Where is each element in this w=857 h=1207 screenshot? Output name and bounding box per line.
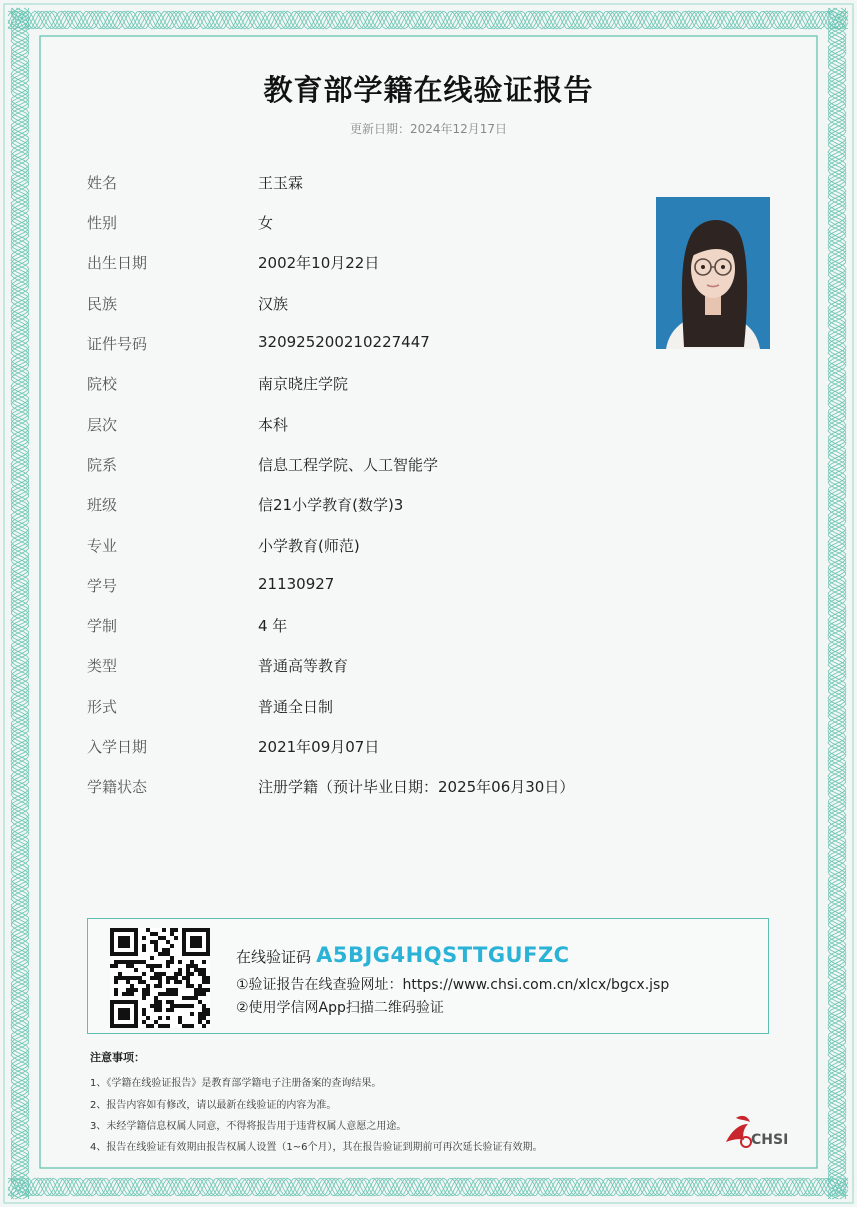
field-value: 2021年09月07日 <box>258 738 380 756</box>
field-value: 南京晓庄学院 <box>258 375 349 393</box>
portrait-image <box>656 197 770 349</box>
field-value: 本科 <box>258 416 289 434</box>
report-title: 教育部学籍在线验证报告 <box>263 73 594 107</box>
field-label: 学籍状态 <box>87 778 148 796</box>
field-label: 民族 <box>87 295 118 313</box>
note-item: 1、《学籍在线验证报告》是教育部学籍电子注册备案的查询结果。 <box>90 1078 382 1089</box>
field-row-type <box>87 655 687 679</box>
field-row-enrollment-date <box>87 736 687 760</box>
field-row-duration <box>87 615 687 639</box>
field-value: 21130927 <box>258 575 335 593</box>
field-label: 性别 <box>87 214 118 232</box>
field-row-id-number <box>87 333 687 357</box>
field-value: 4 年 <box>258 617 288 635</box>
field-row-level <box>87 414 687 438</box>
field-row-major <box>87 535 687 559</box>
note-item: 3、未经学籍信息权属人同意，不得将报告用于违背权属人意愿之用途。 <box>90 1121 407 1132</box>
field-value: 信息工程学院、人工智能学 <box>258 456 439 474</box>
notes-title: 注意事项： <box>90 1051 145 1064</box>
field-row-ethnicity <box>87 293 687 317</box>
field-label: 院系 <box>87 456 118 474</box>
field-row-student-number <box>87 575 687 599</box>
field-value: 注册学籍（预计毕业日期：2025年06月30日） <box>258 778 575 796</box>
field-label: 院校 <box>87 375 118 393</box>
field-label: 专业 <box>87 537 118 555</box>
field-row-gender <box>87 212 687 236</box>
verification-code[interactable]: A5BJG4HQSTTGUFZC <box>316 943 570 967</box>
verification-code-line <box>236 943 570 967</box>
student-photo <box>656 197 770 349</box>
note-item: 2、报告内容如有修改，请以最新在线验证的内容为准。 <box>90 1100 337 1111</box>
field-label: 姓名 <box>87 174 118 192</box>
field-row-birthdate <box>87 252 687 276</box>
verification-code-label: 在线验证码 <box>236 948 312 966</box>
note-item: 4、报告在线验证有效期由报告权属人设置（1~6个月），其在报告验证到期前可再次延长验证有效期。 <box>90 1142 543 1153</box>
verify-app-line: ②使用学信网App扫描二维码验证 <box>236 1000 444 1016</box>
field-value: 2002年10月22日 <box>258 254 380 272</box>
field-label: 层次 <box>87 416 118 434</box>
field-label: 类型 <box>87 657 118 675</box>
field-value: 王玉霖 <box>258 174 304 192</box>
field-value: 普通全日制 <box>258 698 334 716</box>
field-label: 班级 <box>87 496 118 514</box>
field-label: 出生日期 <box>87 254 148 272</box>
field-row-status <box>87 776 687 800</box>
field-value: 信21小学教育(数学)3 <box>258 496 404 514</box>
field-row-name <box>87 172 687 196</box>
field-value: 汉族 <box>258 295 289 313</box>
field-label: 学制 <box>87 617 118 635</box>
field-value: 女 <box>258 214 274 232</box>
field-value: 320925200210227447 <box>258 333 430 351</box>
verify-url-line[interactable]: ①验证报告在线查验网址：https://www.chsi.com.cn/xlcx/bgcx.jsp <box>236 977 670 993</box>
field-label: 证件号码 <box>87 335 148 353</box>
field-row-school <box>87 373 687 397</box>
field-value: 小学教育(师范) <box>258 537 360 555</box>
field-label: 入学日期 <box>87 738 148 756</box>
field-label: 形式 <box>87 698 118 716</box>
qr-code-icon[interactable] <box>110 928 210 1028</box>
verification-box <box>87 918 769 1034</box>
chsi-logo-text: CHSI <box>751 1132 789 1148</box>
field-value: 普通高等教育 <box>258 657 349 675</box>
field-row-form <box>87 696 687 720</box>
field-row-department <box>87 454 687 478</box>
field-label: 学号 <box>87 577 118 595</box>
update-date: 更新日期：2024年12月17日 <box>349 122 508 136</box>
field-row-class <box>87 494 687 518</box>
